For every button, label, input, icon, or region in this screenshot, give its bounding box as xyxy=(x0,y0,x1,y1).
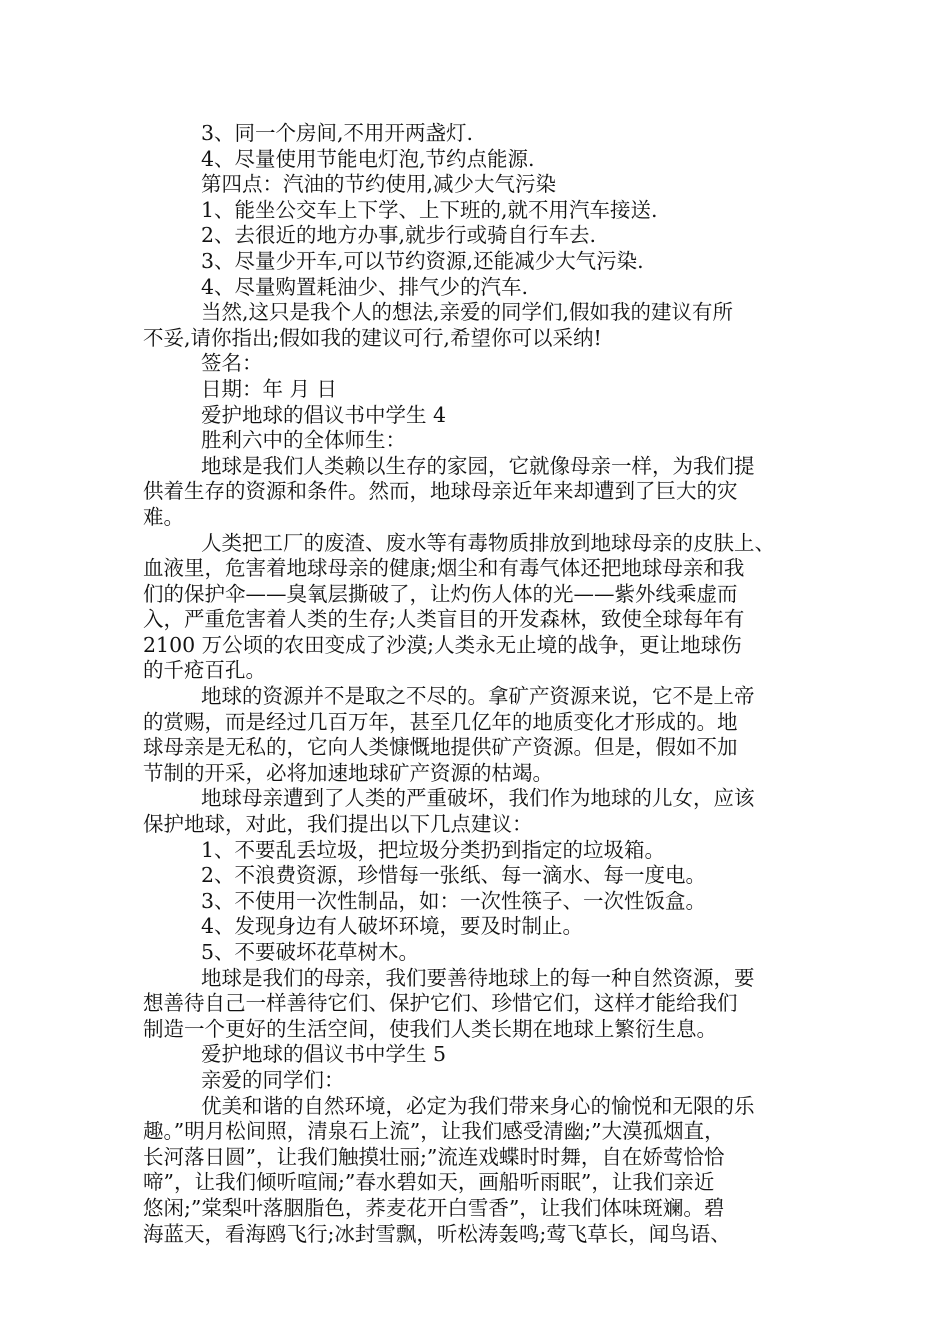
paragraph-line-indented: 地球是我们人类赖以生存的家园，它就像母亲一样，为我们提 xyxy=(201,453,755,478)
paragraph-line: 制造一个更好的生活空间，使我们人类长期在地球上繁衍生息。 xyxy=(143,1016,717,1041)
paragraph-line-indented: 当然,这只是我个人的想法,亲爱的同学们,假如我的建议有所 xyxy=(201,300,734,325)
paragraph-line-indented: 亲爱的同学们： xyxy=(201,1067,345,1092)
paragraph-line-indented: 日期：年 月 日 xyxy=(201,376,338,401)
paragraph-line: 想善待自己一样善待它们、保护它们、珍惜它们，这样才能给我们 xyxy=(143,991,738,1016)
paragraph-line: 海蓝天，看海鸥飞行;冰封雪飘，听松涛轰鸣;莺飞草长，闻鸟语、 xyxy=(143,1221,731,1246)
paragraph-line: 难。 xyxy=(143,504,184,529)
paragraph-line-indented: 胜利六中的全体师生： xyxy=(201,428,406,453)
paragraph-line-indented: 3、不使用一次性制品，如：一次性筷子、一次性饭盒。 xyxy=(201,888,707,913)
paragraph-line-indented: 4、尽量使用节能电灯泡,节约点能源. xyxy=(201,146,535,171)
document-body xyxy=(143,121,811,1247)
paragraph-line-indented: 地球母亲遭到了人类的严重破坏，我们作为地球的儿女，应该 xyxy=(201,786,755,811)
paragraph-line: 啼”，让我们倾听喧闹;”春水碧如天，画船听雨眠”，让我们亲近 xyxy=(143,1170,715,1195)
paragraph-line: 们的保护伞——臭氧层撕破了，让灼伤人体的光——紫外线乘虚而 xyxy=(143,581,738,606)
paragraph-line-indented: 优美和谐的自然环境，必定为我们带来身心的愉悦和无限的乐 xyxy=(201,1093,755,1118)
paragraph-line-indented: 地球的资源并不是取之不尽的。拿矿产资源来说，它不是上帝 xyxy=(201,684,755,709)
paragraph-line-indented: 爱护地球的倡议书中学生 5 xyxy=(201,1042,447,1067)
paragraph-line-indented: 爱护地球的倡议书中学生 4 xyxy=(201,402,447,427)
paragraph-line: 不妥,请你指出;假如我的建议可行,希望你可以采纳! xyxy=(143,325,602,350)
paragraph-line-indented: 第四点：汽油的节约使用,减少大气污染 xyxy=(201,172,557,197)
paragraph-line: 长河落日圆”，让我们触摸壮丽;”流连戏蝶时时舞，自在娇莺恰恰 xyxy=(143,1144,725,1169)
paragraph-line-indented: 2、不浪费资源，珍惜每一张纸、每一滴水、每一度电。 xyxy=(201,863,707,888)
paragraph-line: 悠闲;”棠梨叶落胭脂色，荞麦花开白雪香”，让我们体味斑斓。碧 xyxy=(143,1195,725,1220)
paragraph-line: 节制的开采，必将加速地球矿产资源的枯竭。 xyxy=(143,760,553,785)
paragraph-line-indented: 地球是我们的母亲，我们要善待地球上的每一种自然资源，要 xyxy=(201,965,755,990)
paragraph-line-indented: 3、尽量少开车,可以节约资源,还能减少大气污染. xyxy=(201,248,644,273)
paragraph-line-indented: 5、不要破坏花草树木。 xyxy=(201,940,420,964)
paragraph-line-indented: 人类把工厂的废渣、废水等有毒物质排放到地球母亲的皮肤上、 xyxy=(201,530,775,555)
paragraph-line-indented: 1、不要乱丢垃圾，把垃圾分类扔到指定的垃圾箱。 xyxy=(201,837,666,862)
paragraph-line: 球母亲是无私的，它向人类慷慨地提供矿产资源。但是，假如不加 xyxy=(143,735,738,760)
paragraph-line-indented: 4、尽量购置耗油少、排气少的汽车. xyxy=(201,274,529,299)
paragraph-line: 血液里，危害着地球母亲的健康;烟尘和有毒气体还把地球母亲和我 xyxy=(143,556,745,581)
paragraph-line-indented: 2、去很近的地方办事,就步行或骑自行车去. xyxy=(201,223,597,248)
paragraph-line: 的千疮百孔。 xyxy=(143,658,266,683)
paragraph-line-indented: 签名： xyxy=(201,351,263,376)
paragraph-line-indented: 3、同一个房间,不用开两盏灯. xyxy=(201,121,474,145)
paragraph-line: 的赏赐，而是经过几百万年，甚至几亿年的地质变化才形成的。地 xyxy=(143,709,738,734)
paragraph-line: 供着生存的资源和条件。然而，地球母亲近年来却遭到了巨大的灾 xyxy=(143,479,738,504)
paragraph-line: 入，严重危害着人类的生存;人类盲目的开发森林，致使全球每年有 xyxy=(143,607,745,632)
paragraph-line: 保护地球，对此，我们提出以下几点建议： xyxy=(143,812,533,837)
paragraph-line-indented: 1、能坐公交车上下学、上下班的,就不用汽车接送. xyxy=(201,197,658,222)
paragraph-line: 2100 万公顷的农田变成了沙漠;人类永无止境的战争，更让地球伤 xyxy=(143,632,742,657)
paragraph-line: 趣。”明月松间照，清泉石上流”，让我们感受清幽;”大漠孤烟直， xyxy=(143,1119,725,1144)
paragraph-line-indented: 4、发现身边有人破坏环境，要及时制止。 xyxy=(201,914,584,939)
